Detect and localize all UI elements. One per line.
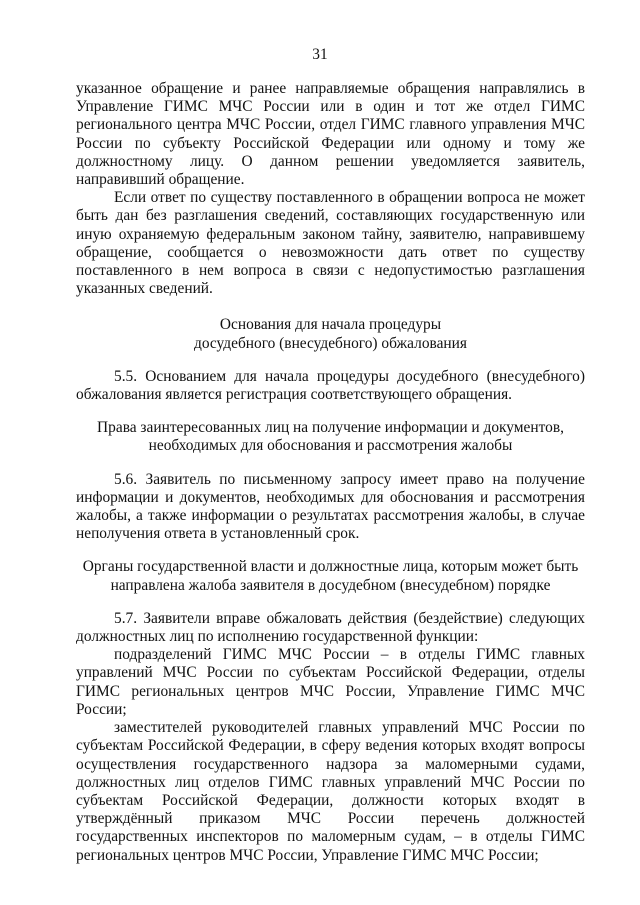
paragraph: заместителей руководителей главных управлений МЧС России по субъектам Российской Федерации, в сферу ведения которых входят вопросы осуществления государственного надзора за маломерными судами, должностных лиц отделов ГИМС главных управлений МЧС России по субъектам Российской Федерации, должности которых входят в утверждённый приказом МЧС России перечень должностей государственных инспекторов по маломерным судам, – в отделы ГИМС региональных центров МЧС России, Управление ГИМС МЧС России; — [76, 719, 585, 864]
section-heading — [76, 419, 585, 455]
paragraph: подразделений ГИМС МЧС России – в отделы ГИМС главных управлений МЧС России по субъектам Российской Федерации, отделы ГИМС региональных центров МЧС России, Управление ГИМС МЧС России; — [76, 646, 585, 718]
section-heading-line: необходимых для обоснования и рассмотрения жалобы — [148, 437, 513, 455]
paragraph: Если ответ по существу поставленного в обращении вопроса не может быть дан без разглашения сведений, составляющих государственную или иную охраняемую федеральным законом тайну, заявителю, направившему обращение, сообщается о невозможности дать ответ по существу поставленного в нем вопроса в связи с недопустимостью разглашения указанных сведений. — [76, 189, 585, 298]
paragraph: указанное обращение и ранее направляемые обращения направлялись в Управление ГИМС МЧС России или в один и тот же отдел ГИМС регионального центра МЧС России, отдел ГИМС главного управления МЧС России по субъекту Российской Федерации или одному и тому же должностному лицу. О данном решении уведомляется заявитель, направивший обращение. — [76, 80, 585, 189]
paragraph: 5.5. Основанием для начала процедуры досудебного (внесудебного) обжалования является регистрация соответствующего обращения. — [76, 367, 585, 404]
section-heading-line: Органы государственной власти и должностные лица, которым может быть — [82, 558, 579, 576]
section-heading-line: направлена жалоба заявителя в досудебном (внесудебном) порядке — [110, 576, 551, 594]
section-heading — [76, 316, 585, 352]
paragraph: 5.7. Заявители вправе обжаловать действия (бездействие) следующих должностных лиц по исполнению государственной функции: — [76, 609, 585, 646]
document-body — [76, 80, 585, 865]
section-heading — [76, 558, 585, 594]
paragraph: 5.6. Заявитель по письменному запросу имеет право на получение информации и документов, необходимых для обоснования и рассмотрения жалобы, а также информации о результатах рассмотрения жалобы, в случае неполучения ответа в установленный срок. — [76, 470, 585, 543]
page-number: 31 — [312, 46, 328, 63]
section-heading-line: досудебного (внесудебного) обжалования — [194, 334, 467, 352]
section-heading-line: Основания для начала процедуры — [219, 316, 442, 334]
section-heading-line: Права заинтересованных лиц на получение информации и документов, — [97, 419, 564, 437]
